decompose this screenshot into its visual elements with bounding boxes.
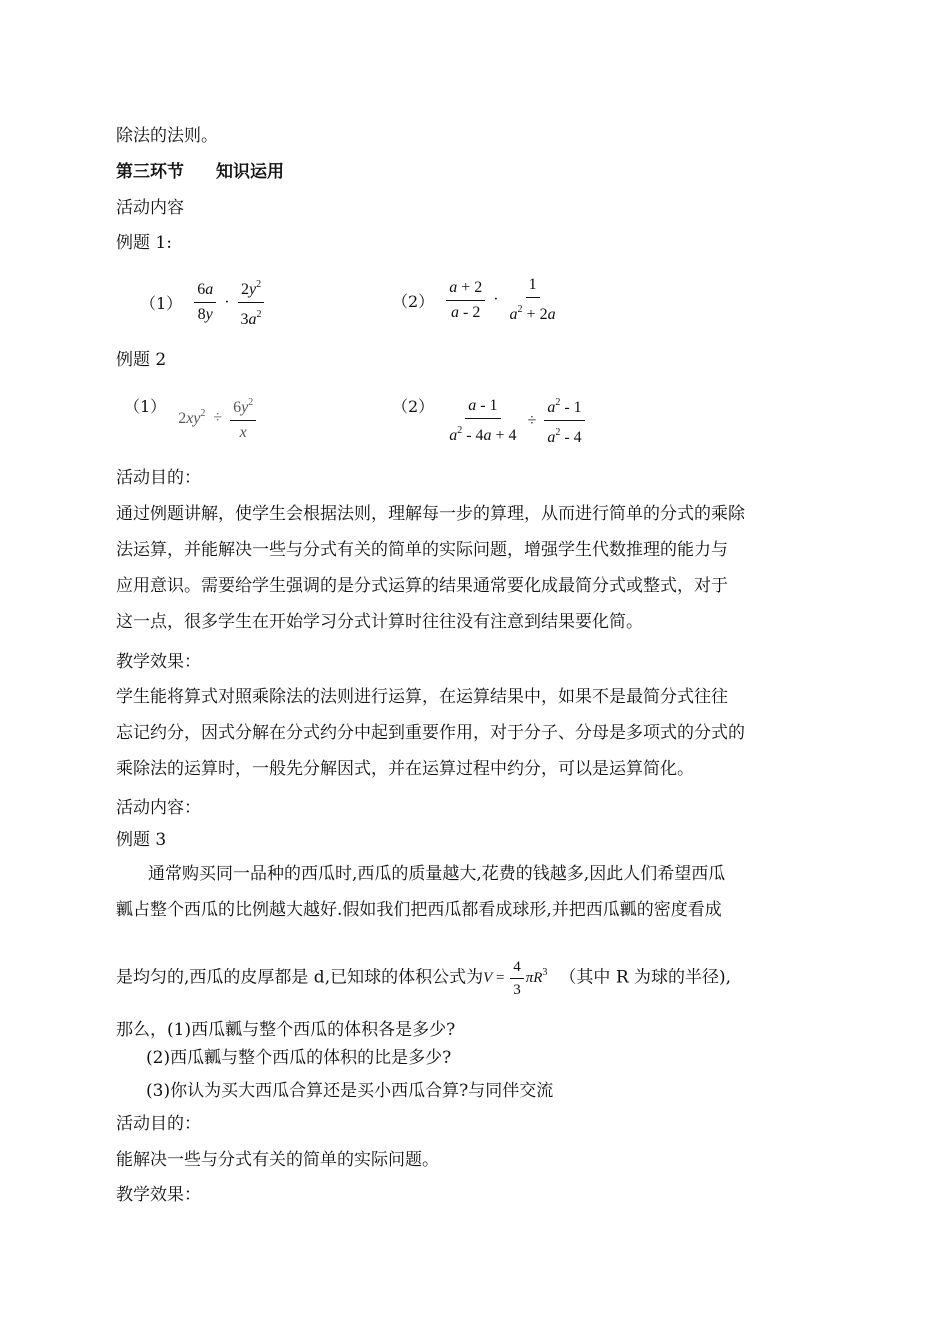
paragraph-line: 法运算，并能解决一些与分式有关的简单的实际问题，增强学生代数推理的能力与 <box>116 540 728 560</box>
paragraph-line: 乘除法的运算时，一般先分解因式，并在运算过程中约分，可以是运算简化。 <box>116 759 694 779</box>
teaching-effect-label: 教学效果： <box>116 652 201 672</box>
activity-content-label-2: 活动内容： <box>116 798 201 818</box>
example-2-label: 例题 2 <box>116 350 167 370</box>
question-3: (3)你认为买大西瓜合算还是买小西瓜合算?与同伴交流 <box>146 1081 554 1101</box>
activity-content-label: 活动内容 <box>116 198 184 218</box>
teaching-effect-label-2: 教学效果： <box>116 1185 201 1205</box>
example-3-paragraph <box>116 856 806 928</box>
purpose-text: 能解决一些与分式有关的简单的实际问题。 <box>116 1150 439 1170</box>
section-heading <box>116 160 284 184</box>
activity-purpose-label: 活动目的： <box>116 468 201 488</box>
paragraph-line: 这一点，很多学生在开始学习分式计算时往往没有注意到结果要化简。 <box>116 612 643 632</box>
example-3-label: 例题 3 <box>116 830 167 850</box>
paragraph-line: （其中 R 为球的半径), <box>559 967 732 988</box>
text-line: 除法的法则。 <box>116 126 218 146</box>
paragraph-line: 通过例题讲解，使学生会根据法则，理解每一步的算理，从而进行简单的分式的乘除 <box>116 504 745 524</box>
question-1: 那么，(1)西瓜瓤与整个西瓜的体积各是多少? <box>116 1020 456 1040</box>
example-1-1-formula: （1） $\frac{6a}{8y}$ · $\frac{2y^2}{3a^2}$ <box>140 276 267 329</box>
section-number: 第三环节 <box>116 162 184 182</box>
paragraph-line: 是均匀的,西瓜的皮厚都是 d,已知球的体积公式为 <box>116 967 484 988</box>
example-2-1-formula: （1） $2xy^2$ ÷ $\frac{6y^2}{x}$ <box>124 394 258 442</box>
activity-purpose-label-2: 活动目的： <box>116 1114 201 1134</box>
example-1-2-formula: （2） $\frac{a + 2}{a - 2}$ · $\frac{1}{a^2 + 2a}$ <box>392 276 556 323</box>
paragraph-line: 通常购买同一品种的西瓜时,西瓜的质量越大,花费的钱越多,因此人们希望西瓜 <box>148 864 726 884</box>
question-2: (2)西瓜瓤与整个西瓜的体积的比是多少? <box>146 1048 452 1068</box>
paragraph-line: 瓤占整个西瓜的比例越大越好.假如我们把西瓜都看成球形,并把西瓜瓤的密度看成 <box>116 900 722 920</box>
paragraph-line: 忘记约分，因式分解在分式约分中起到重要作用，对于分子、分母是多项式的分式的 <box>116 723 745 743</box>
effect-paragraph <box>116 679 806 787</box>
example-1-label: 例题 1: <box>116 233 172 253</box>
paragraph-line: 应用意识。需要给学生强调的是分式运算的结果通常要化成最简分式或整式，对于 <box>116 576 728 596</box>
section-title: 知识运用 <box>216 162 284 182</box>
example-3-formula-line <box>116 958 731 998</box>
example-2-2-formula: （2） $\frac{a - 1}{a^2 - 4a + 4}$ ÷ $\frac{a^2 - 1}{a^2 - 4}$ <box>392 394 587 447</box>
purpose-paragraph <box>116 496 806 640</box>
sphere-volume-formula: V = $\frac{4}{3}$ $\pi R^3$ <box>483 959 548 999</box>
paragraph-line: 学生能将算式对照乘除法的法则进行运算，在运算结果中，如果不是最简分式往往 <box>116 687 728 707</box>
